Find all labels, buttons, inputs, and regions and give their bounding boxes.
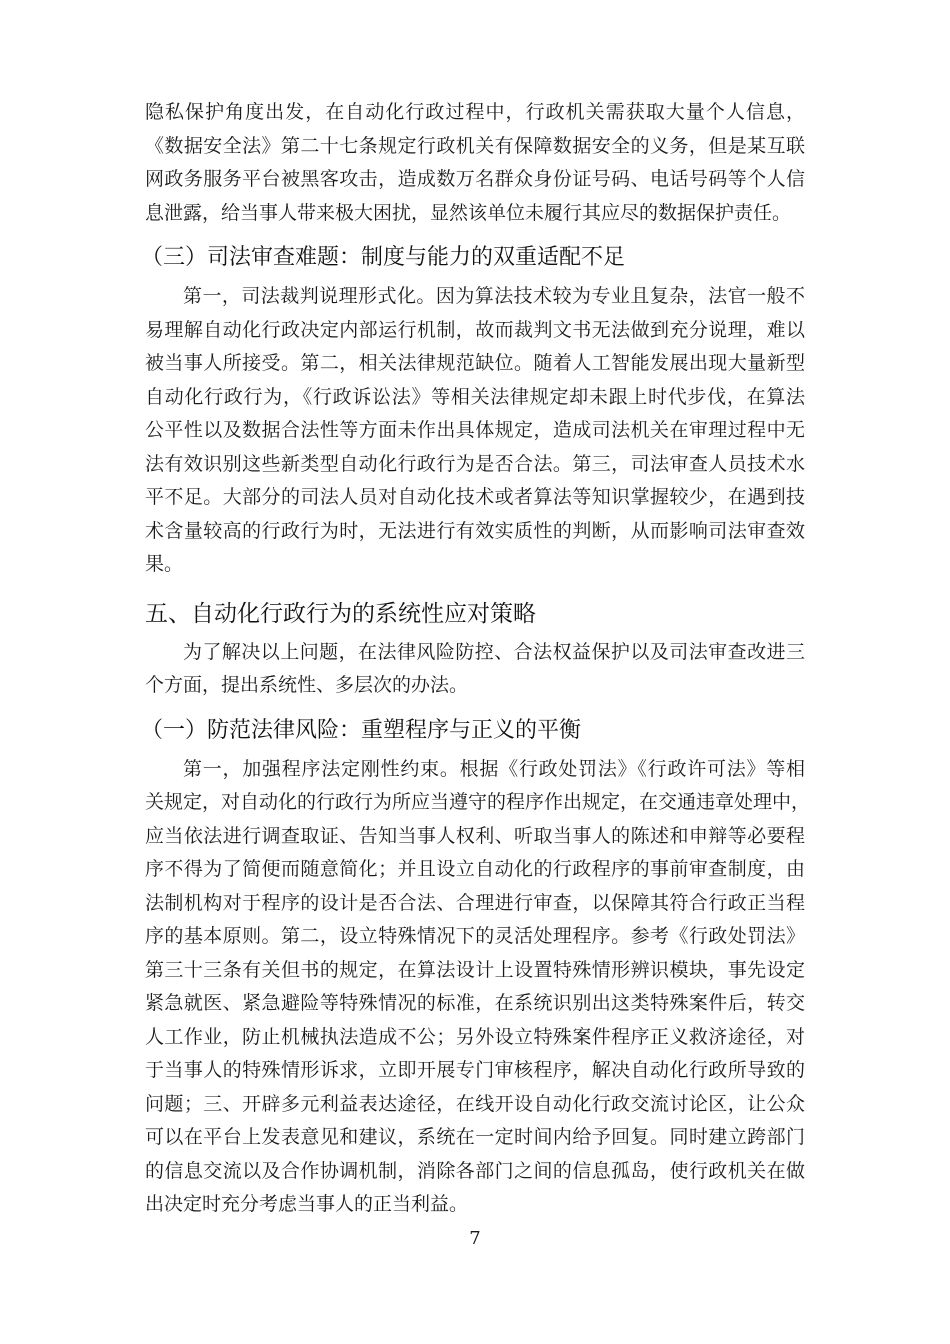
text-line: 法有效识别这些新类型自动化行政行为是否合法。第三，司法审查人员技术水 [145, 452, 805, 475]
section-heading-judicial-review: （三）司法审查难题：制度与能力的双重适配不足 [141, 245, 626, 270]
text-line: 公平性以及数据合法性等方面未作出具体规定，造成司法机关在审理过程中无 [145, 419, 805, 441]
text-line: 网政务服务平台被黑客攻击，造成数万名群众身份证号码、电话号码等个人信 [145, 168, 805, 190]
text-line: 紧急就医、紧急避险等特殊情况的标准，在系统识别出这类特殊案件后，转交 [145, 992, 805, 1014]
text-line: 《数据安全法》第二十七条规定行政机关有保障数据安全的义务，但是某互联 [145, 134, 805, 157]
text-line: 为了解决以上问题，在法律风险防控、合法权益保护以及司法审查改进三 [183, 640, 805, 663]
text-line: 隐私保护角度出发，在自动化行政过程中，行政机关需获取大量个人信息， [145, 101, 805, 123]
paragraph-strategies-intro [145, 636, 805, 703]
text-line: 术含量较高的行政行为时，无法进行有效实质性的判断，从而影响司法审查效 [145, 519, 805, 542]
text-line: 人工作业，防止机械执法造成不公；另外设立特殊案件程序正义救济途径，对 [145, 1025, 805, 1048]
paragraph-data-privacy [145, 96, 805, 230]
text-line: 第三十三条有关但书的规定，在算法设计上设置特殊情形辨识模块，事先设定 [145, 958, 805, 981]
page-number: 7 [469, 1228, 481, 1249]
text-line: 自动化行政行为，《行政诉讼法》等相关法律规定却未跟上时代步伐，在算法 [145, 385, 805, 408]
text-line: 法制机构对于程序的设计是否合法、合理进行审查，以保障其符合行政正当程 [145, 891, 805, 914]
text-line: 平不足。大部分的司法人员对自动化技术或者算法等知识掌握较少，在遇到技 [145, 486, 805, 508]
chapter-heading-strategies: 五、自动化行政行为的系统性应对策略 [145, 600, 536, 627]
text-line: 果。 [145, 553, 184, 575]
text-line: 可以在平台上发表意见和建议，系统在一定时间内给予回复。同时建立跨部门 [145, 1126, 805, 1148]
paragraph-legal-risk [145, 753, 811, 1222]
document-page [141, 96, 811, 1222]
text-line: 第一，司法裁判说理形式化。因为算法技术较为专业且复杂，法官一般不 [183, 285, 805, 307]
section-heading-legal-risk: （一）防范法律风险：重塑程序与正义的平衡 [141, 717, 582, 743]
text-line: 第一，加强程序法定刚性约束。根据《行政处罚法》《行政许可法》等相 [183, 757, 805, 780]
text-line: 问题；三、开辟多元利益表达途径，在线开设自动化行政交流讨论区，让公众 [145, 1092, 805, 1115]
text-line: 息泄露，给当事人带来极大困扰，显然该单位未履行其应尽的数据保护责任。 [145, 201, 792, 224]
paragraph-judicial-review [145, 280, 805, 582]
text-line: 应当依法进行调查取证、告知当事人权利、听取当事人的陈述和申辩等必要程 [145, 824, 805, 847]
text-line: 个方面，提出系统性、多层次的办法。 [145, 674, 469, 696]
text-line: 易理解自动化行政决定内部运行机制，故而裁判文书无法做到充分说理，难以 [145, 318, 805, 341]
text-line: 的信息交流以及合作协调机制，消除各部门之间的信息孤岛，使行政机关在做 [145, 1159, 805, 1182]
text-line: 序的基本原则。第二，设立特殊情况下的灵活处理程序。参考《行政处罚法》 [145, 925, 805, 947]
text-line: 被当事人所接受。第二，相关法律规范缺位。随着人工智能发展出现大量新型 [145, 352, 805, 374]
text-line: 出决定时充分考虑当事人的正当利益。 [145, 1193, 469, 1215]
text-line: 关规定，对自动化的行政行为所应当遵守的程序作出规定，在交通违章处理中， [145, 791, 811, 813]
text-line: 于当事人的特殊情形诉求，立即开展专门审核程序，解决自动化行政所导致的 [145, 1059, 805, 1081]
text-line: 序不得为了简便而随意简化；并且设立自动化的行政程序的事前审查制度，由 [145, 858, 805, 880]
